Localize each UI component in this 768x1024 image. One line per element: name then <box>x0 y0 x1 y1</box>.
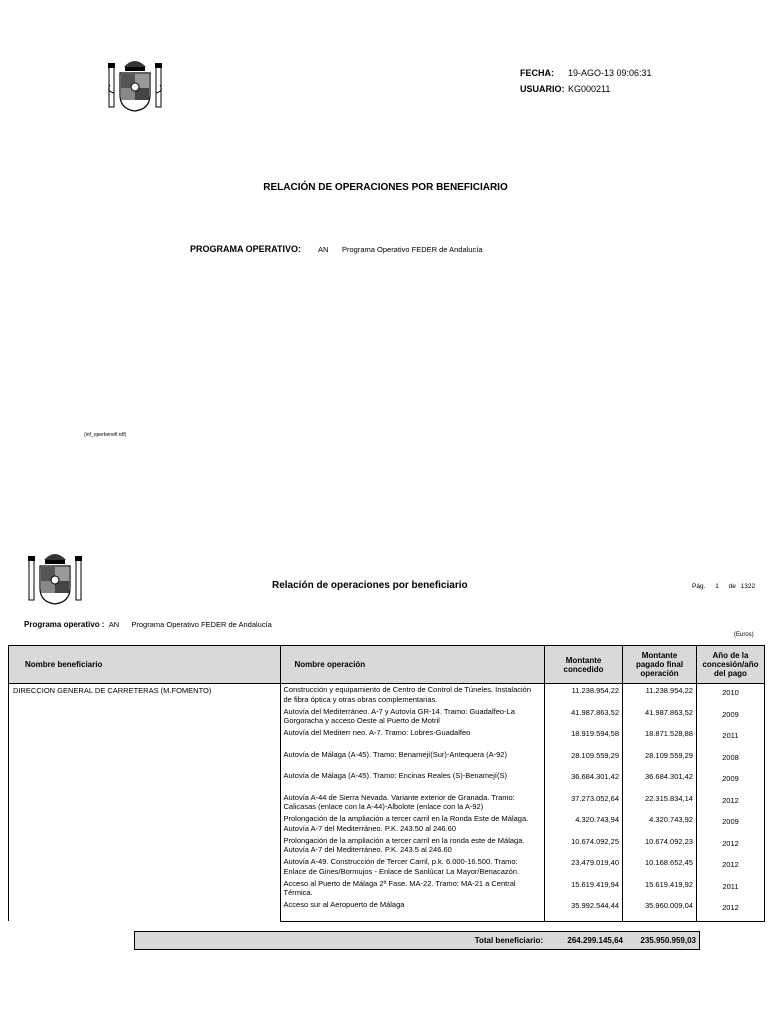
report-file-name: (inf_operbenefi.rdf) <box>84 432 127 438</box>
pagado-cell: 22.315.834,14 <box>623 792 697 814</box>
programa-line <box>24 620 272 629</box>
pagado-cell: 35.960.009,04 <box>623 899 697 921</box>
anio-cell: 2011 <box>696 878 764 900</box>
header-anio: Año de la concesión/año del pago <box>696 646 764 684</box>
pag-de: de <box>728 583 736 590</box>
concedido-cell: 10.674.092,25 <box>545 835 623 857</box>
programa-name: Programa Operativo FEDER de Andalucía <box>131 620 272 629</box>
header-operacion: Nombre operación <box>280 646 545 684</box>
concedido-cell: 23.479.019,40 <box>545 856 623 878</box>
fecha-value: 19-AGO-13 09:06:31 <box>568 68 652 78</box>
currency-note: (Euros) <box>734 632 754 638</box>
anio-cell: 2010 <box>696 684 764 706</box>
concedido-cell: 36.684.301,42 <box>545 770 623 792</box>
programa-label: Programa operativo : <box>24 620 105 629</box>
pag-label: Pág. <box>692 583 706 590</box>
programa-code: AN <box>108 620 120 629</box>
header-beneficiario: Nombre beneficiario <box>9 646 281 684</box>
concedido-cell: 41.987.863,52 <box>545 706 623 728</box>
table-header-row <box>9 646 765 684</box>
operacion-cell: Acceso al Puerto de Málaga 2ª Fase. MA-22. Tramo: MA-21 a Central Térmica. <box>280 878 545 900</box>
anio-cell: 2009 <box>696 706 764 728</box>
pagado-cell: 10.674.092,23 <box>623 835 697 857</box>
pagination <box>692 583 755 590</box>
operacion-cell: Prolongación de la ampliación a tercer carril en la ronda este de Málaga. Autovía A-7 del Mediterráneo. P.K. 243.5 al 246.60 <box>280 835 545 857</box>
anio-cell: 2009 <box>696 770 764 792</box>
concedido-cell: 4.320.743,94 <box>545 813 623 835</box>
total-pagado: 235.950.959,03 <box>640 936 696 945</box>
concedido-cell: 11.238.954,22 <box>545 684 623 706</box>
anio-cell: 2012 <box>696 792 764 814</box>
operacion-cell: Autovía de Málaga (A-45). Tramo: Benamejí(Sur)-Antequera (A-92) <box>280 749 545 771</box>
operacion-cell: Autovía A-49. Construcción de Tercer Carril, p.k. 6.000-16.500. Tramo: Enlace de Gines/Bormujos - Enlace de Sanlúcar La Mayor/Benacazón. <box>280 856 545 878</box>
anio-cell: 2009 <box>696 813 764 835</box>
table-row <box>9 684 765 706</box>
usuario-label: USUARIO: <box>520 84 565 94</box>
total-label: Total beneficiario: <box>474 936 543 945</box>
total-row <box>134 931 700 950</box>
pag-current: 1 <box>715 583 719 590</box>
pagado-cell: 18.871.528,88 <box>623 727 697 749</box>
coat-of-arms-logo <box>106 57 164 113</box>
cover-title: RELACIÓN DE OPERACIONES POR BENEFICIARIO <box>263 182 508 193</box>
header-pagado: Montante pagado final operación <box>623 646 697 684</box>
cover-programa-code: AN <box>318 245 329 254</box>
operacion-cell: Autovía del Mediterráneo. A-7 y Autovía GR-14. Tramo: Guadalfeo-La Gorgoracha y acceso Oeste al Puerto de Motril <box>280 706 545 728</box>
header-concedido: Montante concedido <box>545 646 623 684</box>
operacion-cell: Autovía A-44 de Sierra Nevada. Variante exterior de Granada. Tramo: Calicasas (enlace con la A-44)-Albolote (enlace con la A-92) <box>280 792 545 814</box>
operacion-cell: Autovía del Mediterr neo. A-7. Tramo: Lobres-Guadalfeo <box>280 727 545 749</box>
anio-cell: 2011 <box>696 727 764 749</box>
pagado-cell: 28.109.559,29 <box>623 749 697 771</box>
beneficiario-name: DIRECCION GENERAL DE CARRETERAS (M.FOMENTO) <box>9 684 281 922</box>
cover-programa-name: Programa Operativo FEDER de Andalucía <box>342 245 483 254</box>
anio-cell: 2012 <box>696 899 764 921</box>
fecha-label: FECHA: <box>520 68 554 78</box>
pagado-cell: 10.168.652,45 <box>623 856 697 878</box>
usuario-value: KG000211 <box>568 84 611 94</box>
anio-cell: 2012 <box>696 856 764 878</box>
concedido-cell: 28.109.559,29 <box>545 749 623 771</box>
concedido-cell: 35.992.544,44 <box>545 899 623 921</box>
pagado-cell: 15.619.419,92 <box>623 878 697 900</box>
concedido-cell: 15.619.419,94 <box>545 878 623 900</box>
operacion-cell: Autovía de Málaga (A-45). Tramo: Encinas Reales (S)-Benamejí(S) <box>280 770 545 792</box>
pagado-cell: 4.320.743,92 <box>623 813 697 835</box>
pagado-cell: 11.238.954,22 <box>623 684 697 706</box>
concedido-cell: 37.273.052,64 <box>545 792 623 814</box>
total-concedido: 264.299.145,64 <box>567 936 623 945</box>
coat-of-arms-logo-page <box>26 550 84 606</box>
concedido-cell: 18.919.594,58 <box>545 727 623 749</box>
operacion-cell: Construcción y equipamiento de Centro de Control de Túneles. Instalación de fibra óptica y otras obras complementarias. <box>280 684 545 706</box>
pagado-cell: 41.987.863,52 <box>623 706 697 728</box>
anio-cell: 2012 <box>696 835 764 857</box>
pag-total: 1322 <box>740 583 756 590</box>
cover-programa-label: PROGRAMA OPERATIVO: <box>190 244 302 254</box>
operacion-cell: Acceso sur al Aeropuerto de Málaga <box>280 899 545 921</box>
anio-cell: 2008 <box>696 749 764 771</box>
operations-table <box>8 645 765 922</box>
page-title: Relación de operaciones por beneficiario <box>272 580 468 591</box>
operacion-cell: Prolongación de la ampliación a tercer carril en la Ronda Este de Málaga. Autovía A-7 del Mediterráneo. P.K. 243.50 al 246.60 <box>280 813 545 835</box>
pagado-cell: 36.684.301,42 <box>623 770 697 792</box>
